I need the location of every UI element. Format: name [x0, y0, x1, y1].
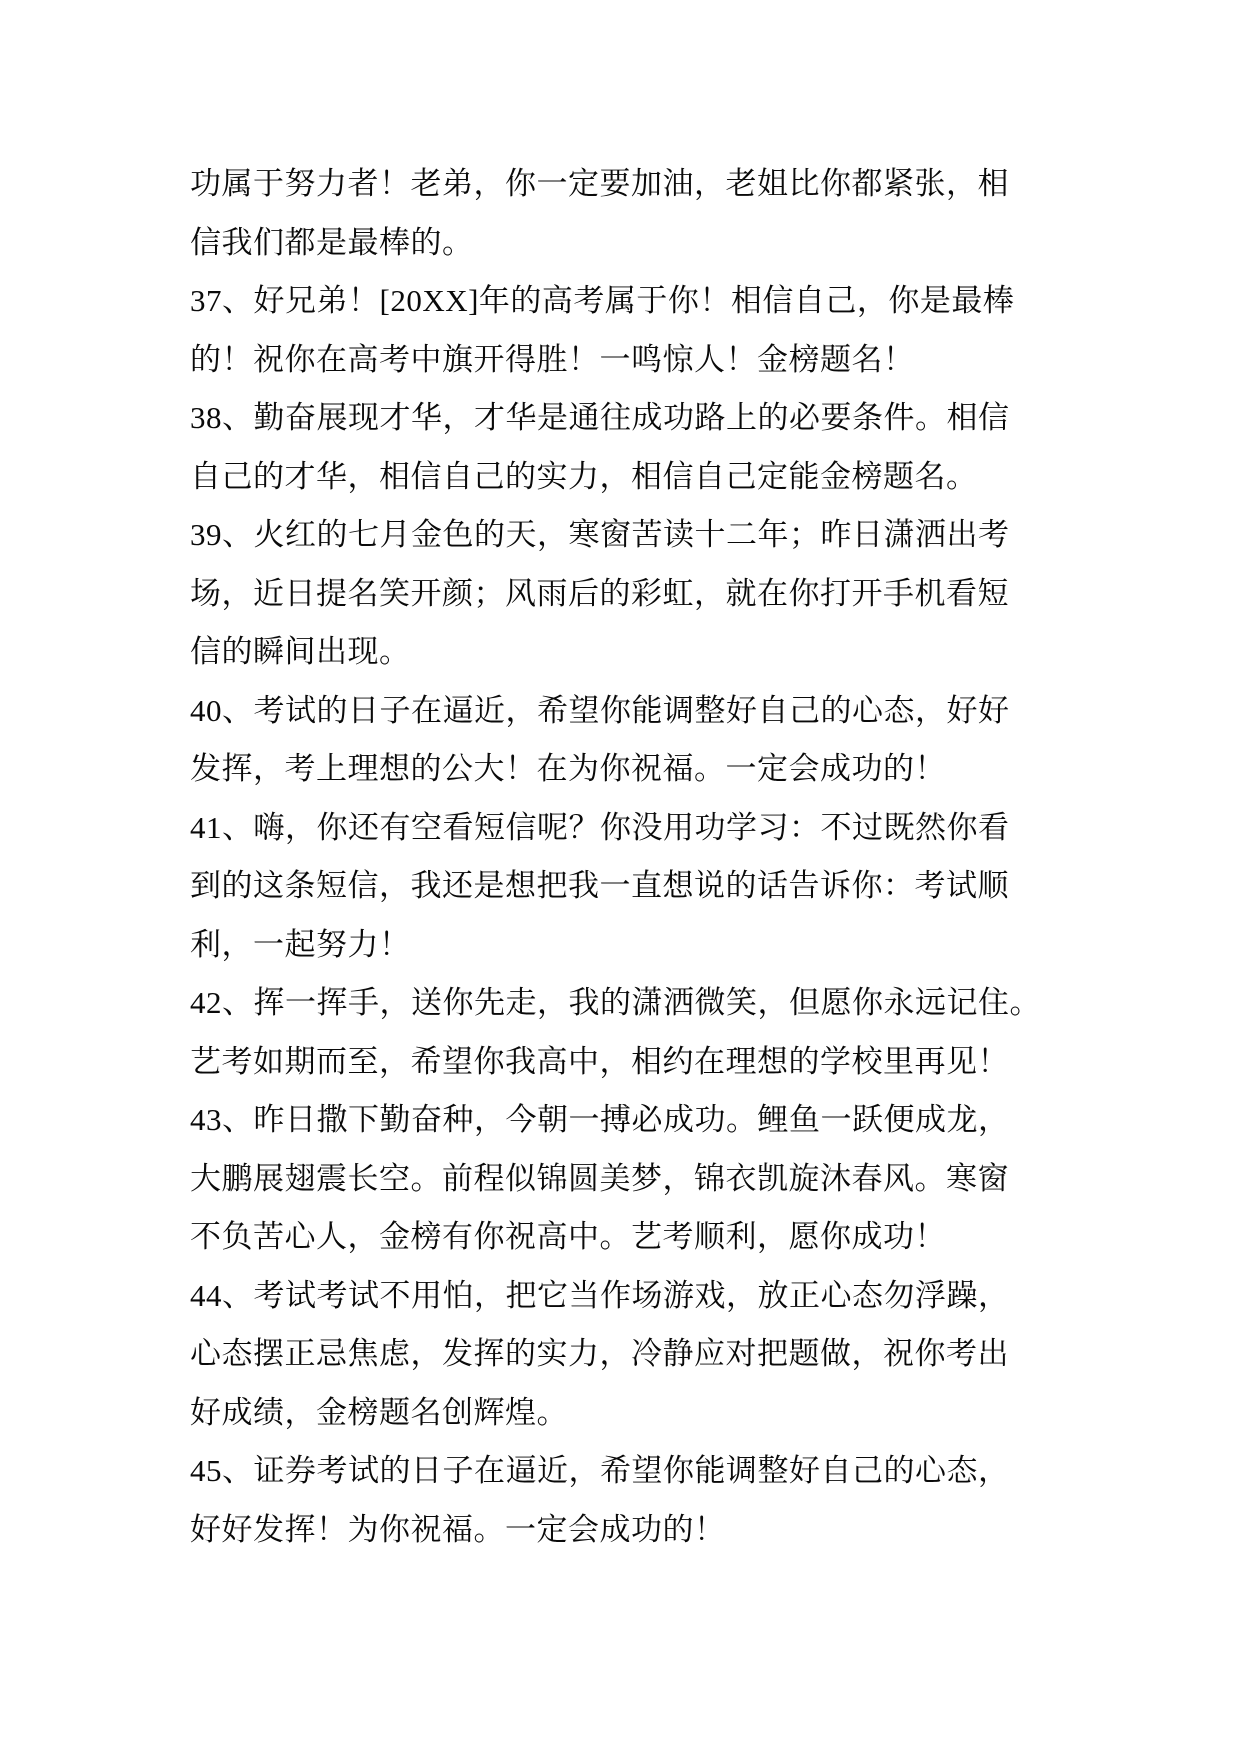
paragraph-item-45 — [190, 1442, 1100, 1559]
text-line: 到的这条短信，我还是想把我一直想说的话告诉你：考试顺 — [190, 868, 1009, 903]
paragraph-item-43 — [190, 1091, 1100, 1267]
text-line: 不负苦心人，金榜有你祝高中。艺考顺利，愿你成功！ — [190, 1219, 946, 1254]
text-line: 42、挥一挥手，送你先走，我的潇洒微笑，但愿你永远记住。 — [190, 985, 1041, 1020]
paragraph-item-38 — [190, 389, 1100, 506]
text-line: 45、证券考试的日子在逼近，希望你能调整好自己的心态， — [190, 1453, 1010, 1488]
text-line: 场，近日提名笑开颜；风雨后的彩虹，就在你打开手机看短 — [190, 575, 1009, 611]
text-line: 大鹏展翅震长空。前程似锦圆美梦，锦衣凯旋沐春风。寒窗 — [190, 1160, 1009, 1196]
text-line: 41、嗨，你还有空看短信呢？你没用功学习：不过既然你看 — [190, 809, 1010, 845]
text-line: 发挥，考上理想的公大！在为你祝福。一定会成功的！ — [190, 751, 946, 786]
text-line: 艺考如期而至，希望你我高中，相约在理想的学校里再见！ — [190, 1043, 1009, 1079]
text-line: 利，一起努力！ — [190, 926, 411, 962]
text-line: 信我们都是最棒的。 — [190, 224, 474, 260]
paragraph-item-41 — [190, 799, 1100, 975]
paragraph-continuation — [190, 155, 1100, 272]
text-line: 37、好兄弟！[20XX]年的高考属于你！相信自己，你是最棒 — [190, 283, 1015, 318]
text-line: 38、勤奋展现才华，才华是通往成功路上的必要条件。相信 — [190, 400, 1010, 435]
text-line: 40、考试的日子在逼近，希望你能调整好自己的心态，好好 — [190, 692, 1010, 728]
text-line: 心态摆正忌焦虑，发挥的实力，冷静应对把题做，祝你考出 — [190, 1336, 1009, 1371]
text-line: 好成绩，金榜题名创辉煌。 — [190, 1394, 568, 1430]
text-line: 的！祝你在高考中旗开得胜！一鸣惊人！金榜题名！ — [190, 341, 915, 377]
text-line: 43、昨日撒下勤奋种，今朝一搏必成功。鲤鱼一跃便成龙， — [190, 1102, 1010, 1137]
paragraph-item-42 — [190, 974, 1100, 1091]
text-line: 信的瞬间出现。 — [190, 634, 411, 669]
text-line: 功属于努力者！老弟，你一定要加油，老姐比你都紧张，相 — [190, 166, 1009, 201]
text-line: 自己的才华，相信自己的实力，相信自己定能金榜题名。 — [190, 458, 978, 494]
document-body — [190, 155, 1100, 1559]
paragraph-item-39 — [190, 506, 1100, 682]
text-line: 44、考试考试不用怕，把它当作场游戏，放正心态勿浮躁， — [190, 1277, 1010, 1313]
text-line: 好好发挥！为你祝福。一定会成功的！ — [190, 1511, 726, 1547]
paragraph-item-44 — [190, 1267, 1100, 1443]
text-line: 39、火红的七月金色的天，寒窗苦读十二年；昨日潇洒出考 — [190, 517, 1010, 552]
paragraph-item-37 — [190, 272, 1100, 389]
paragraph-item-40 — [190, 682, 1100, 799]
